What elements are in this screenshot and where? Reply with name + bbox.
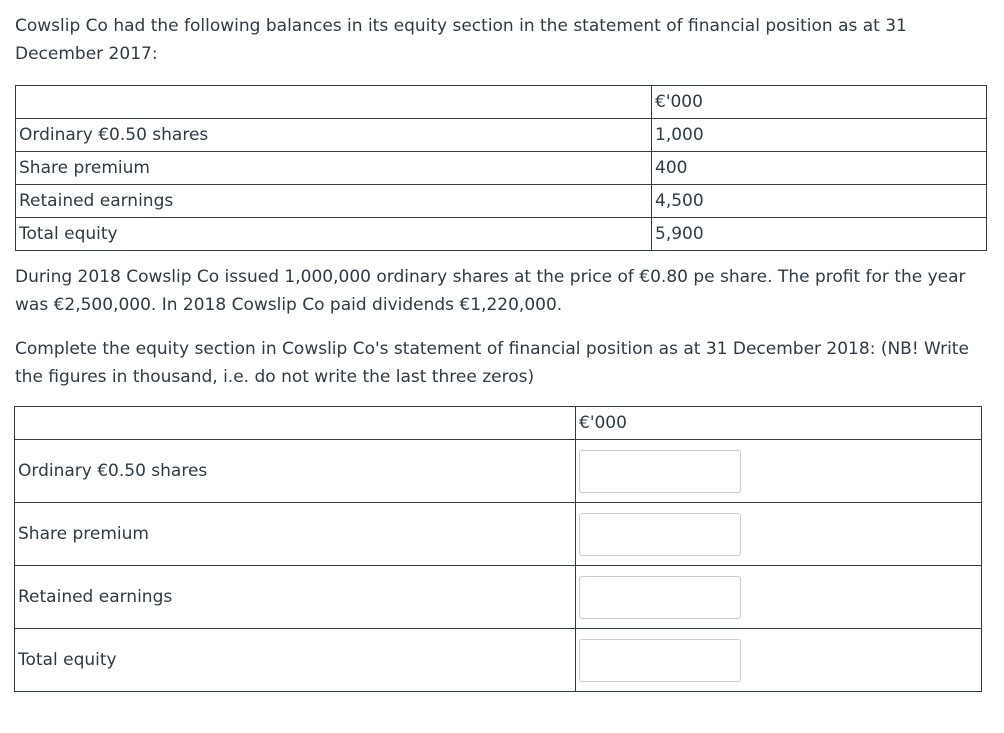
table-row [15, 503, 982, 566]
answer-cell [576, 629, 982, 692]
row-label: Total equity [16, 218, 652, 251]
answer-cell [576, 440, 982, 503]
table-header-row [16, 86, 987, 119]
row-value: 5,900 [652, 218, 987, 251]
instruction-text: Complete the equity section in Cowslip Co's statement of financial position as at 31 December 2018: (NB! Write the figures in thousand, i.e. do not write the last three zeros) [15, 339, 969, 387]
total-equity-answer-input[interactable] [579, 639, 741, 682]
during-2018-text: During 2018 Cowslip Co issued 1,000,000 ordinary shares at the price of €0.80 pe share. The profit for the year was €2,500,000. In 2018 Cowslip Co paid dividends €1,220,000. [15, 267, 966, 315]
retained-earnings-answer-input[interactable] [579, 576, 741, 619]
table-row [15, 629, 982, 692]
equity-table-2017 [15, 85, 987, 251]
answer-cell [576, 503, 982, 566]
share-premium-answer-input[interactable] [579, 513, 741, 556]
table-row [16, 152, 987, 185]
row-label: Retained earnings [15, 566, 576, 629]
row-label: Share premium [16, 152, 652, 185]
table-row [15, 566, 982, 629]
row-label: Ordinary €0.50 shares [16, 119, 652, 152]
equity-table-2018 [14, 406, 982, 692]
table-header-row [15, 407, 982, 440]
ordinary-shares-answer-input[interactable] [579, 450, 741, 493]
intro-text: Cowslip Co had the following balances in its equity section in the statement of financial position as at 31 December 2017: [15, 16, 907, 64]
table-row [15, 440, 982, 503]
table-row [16, 119, 987, 152]
header-unit-cell: €'000 [576, 407, 982, 440]
row-label: Total equity [15, 629, 576, 692]
table-row [16, 185, 987, 218]
row-value: 400 [652, 152, 987, 185]
row-value: 1,000 [652, 119, 987, 152]
row-label: Share premium [15, 503, 576, 566]
answer-cell [576, 566, 982, 629]
row-label: Ordinary €0.50 shares [15, 440, 576, 503]
row-label: Retained earnings [16, 185, 652, 218]
table-row [16, 218, 987, 251]
header-label-cell [16, 86, 652, 119]
header-label-cell [15, 407, 576, 440]
header-unit-cell: €'000 [652, 86, 987, 119]
row-value: 4,500 [652, 185, 987, 218]
